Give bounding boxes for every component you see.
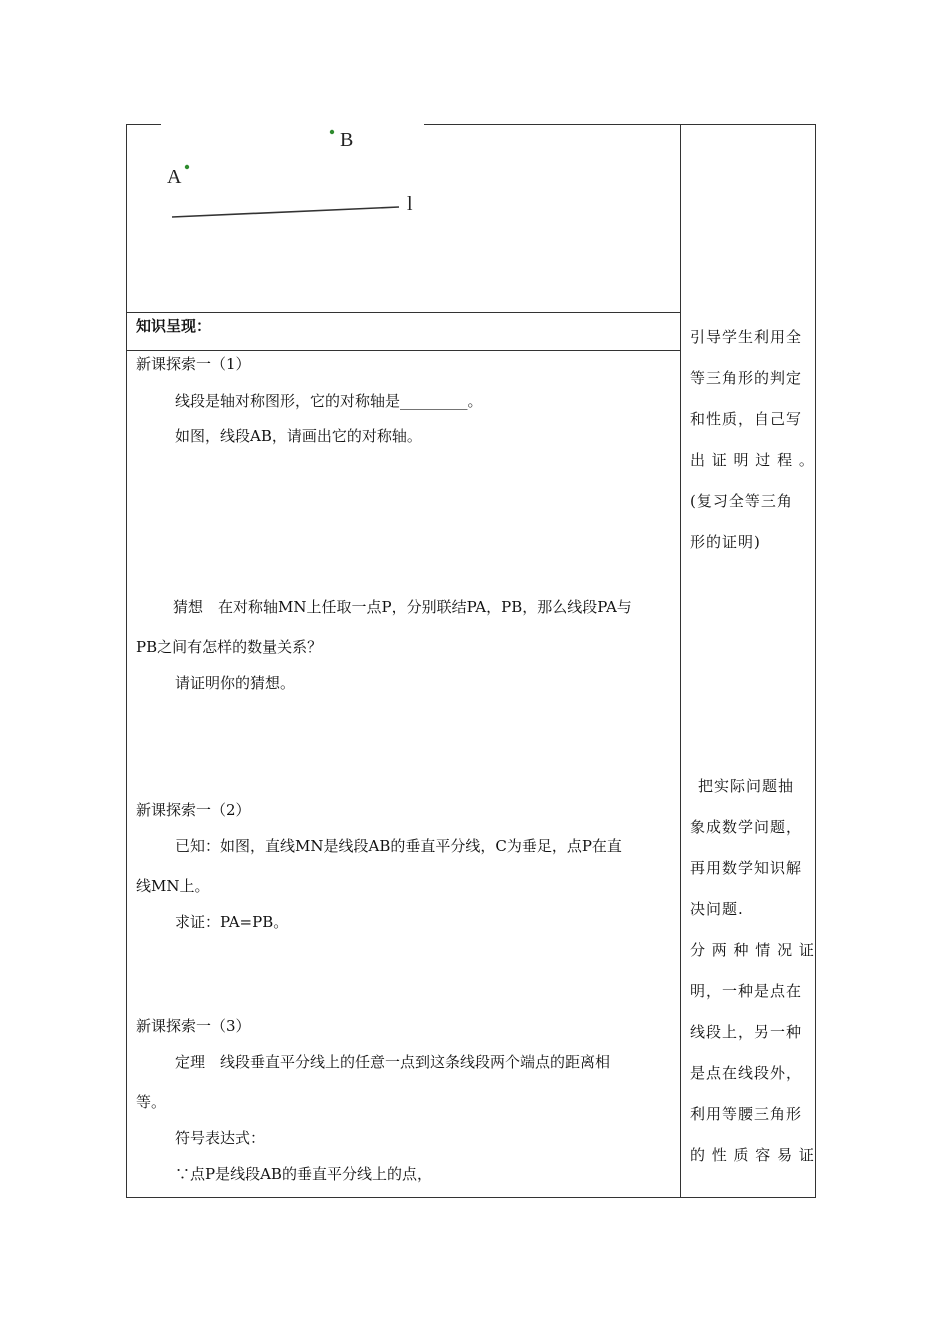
note1-line: (复习全等三角 [690, 492, 793, 510]
note2-line: 是点在线段外， [690, 1064, 803, 1082]
section2-line1: 已知：如图，直线MN是线段AB的垂直平分线，C为垂足，点P在直 [175, 837, 622, 855]
section1-title: 新课探索一（1） [136, 355, 251, 373]
row-divider-header [126, 350, 680, 351]
note2-line: 线段上，另一种 [690, 1023, 803, 1041]
section1-line2: 如图，线段AB，请画出它的对称轴。 [175, 427, 422, 445]
section3-title: 新课探索一（3） [136, 1017, 251, 1035]
guess-line1: 猜想 在对称轴MN上任取一点P，分别联结PA，PB，那么线段PA与 [173, 598, 632, 616]
note2-line: 利用等腰三角形 [690, 1105, 803, 1123]
note2-line: 明，一种是点在 [690, 982, 803, 1000]
note2-line: 把实际问题抽 [698, 777, 795, 795]
prove-guess: 请证明你的猜想。 [175, 674, 296, 692]
because-line: ∵点P是线段AB的垂直平分线上的点， [175, 1165, 432, 1183]
knowledge-heading: 知识呈现： [136, 317, 212, 335]
line-l-label: l [407, 193, 413, 215]
section2-prove: 求证：PA=PB。 [175, 913, 289, 931]
note2-line: 的 性 质 容 易 证 [690, 1146, 815, 1164]
note2-line: 象成数学问题， [690, 818, 803, 836]
note1-line: 等三角形的判定 [690, 369, 803, 387]
section1-line1: 线段是轴对称图形，它的对称轴是_________。 [175, 392, 483, 410]
point-b-label: B [340, 129, 354, 151]
point-a-label: A [167, 166, 182, 188]
section2-line2: 线MN上。 [136, 877, 210, 895]
teaching-note-1 [690, 327, 815, 573]
guess-line2: PB之间有怎样的数量关系？ [136, 638, 323, 656]
theorem-line1: 定理 线段垂直平分线上的任意一点到这条线段两个端点的距离相 [175, 1053, 611, 1071]
teaching-note-2 [690, 776, 815, 1186]
note1-line: 引导学生利用全 [690, 328, 803, 346]
theorem-line2: 等。 [136, 1093, 167, 1111]
note2-line: 决问题. [690, 900, 744, 918]
geometry-figure [126, 124, 680, 313]
symbolic-expression-label: 符号表达式： [175, 1129, 266, 1147]
point-a-dot [185, 165, 189, 169]
section2-title: 新课探索一（2） [136, 801, 251, 819]
note2-line: 再用数学知识解 [690, 859, 803, 877]
note1-line: 和性质，自己写 [690, 410, 803, 428]
point-b-dot [330, 130, 334, 134]
note1-line: 形的证明) [690, 533, 761, 551]
figure-cell [126, 124, 680, 313]
note1-line: 出 证 明 过 程 。 [690, 451, 815, 469]
note2-line: 分 两 种 情 况 证 [690, 941, 815, 959]
column-divider [680, 124, 681, 1198]
line-l [172, 207, 399, 217]
